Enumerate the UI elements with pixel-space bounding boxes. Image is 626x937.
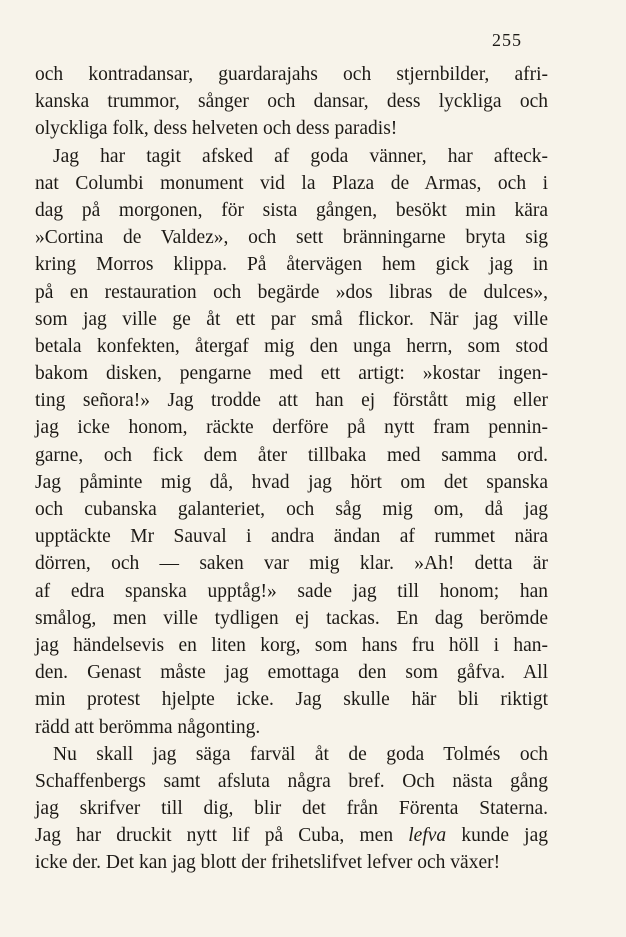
text-line: och cubanska galanteriet, och såg mig om, då jag: [35, 499, 548, 520]
text-line: på en restauration och begärde »dos libras de dulces»,: [35, 281, 548, 303]
text-line: betala konfekten, återgaf mig den unga herrn, som stod: [35, 335, 548, 357]
text-line: smålog, men ville tydligen ej tackas. En dag berömde: [35, 607, 548, 629]
body-text: [35, 61, 548, 877]
text-line: min protest hjelpte icke. Jag skulle här bli riktigt: [35, 689, 548, 711]
text-line: kanska trummor, sånger och dansar, dess lyckliga och: [35, 91, 548, 113]
text-line: Nu skall jag säga farväl åt de goda Tolmés och: [53, 743, 548, 765]
text-line: Jag har tagit afsked af goda vänner, har afteck-: [53, 145, 548, 167]
text-line: »Cortina de Valdez», och sett bränningarne bryta sig: [35, 227, 548, 249]
text-line: Jag påminte mig då, hvad jag hört om det spanska: [35, 471, 548, 493]
text-line: jag icke honom, räckte derföre på nytt fram pennin-: [35, 417, 548, 439]
text-line: jag skrifver till dig, blir det från Förenta Staterna.: [35, 798, 548, 820]
text-line: Jag har druckit nytt lif på Cuba, men lefva kunde jag: [35, 825, 548, 847]
text-line: af edra spanska upptåg!» sade jag till honom; han: [35, 580, 548, 602]
text-line: och kontradansar, guardarajahs och stjernbilder, afri-: [35, 64, 548, 85]
emphasis-word: lefva: [408, 825, 447, 847]
text-line: bakom disken, pengarne med ett artigt: »kostar ingen-: [35, 363, 548, 385]
text-line: som jag ville ge åt ett par små flickor. När jag ville: [35, 308, 548, 330]
text-line: ting señora!» Jag trodde att han ej förstått mig eller: [35, 390, 548, 412]
text-line: dörren, och — saken var mig klar. »Ah! detta är: [35, 553, 548, 575]
text-line: icke der. Det kan jag blott der frihetslifvet lefver och växer!: [35, 852, 501, 874]
text-line: Schaffenbergs samt afsluta några bref. Och nästa gång: [35, 770, 548, 792]
text-line: kring Morros klippa. På återvägen hem gick jag in: [35, 254, 548, 276]
text-line: den. Genast måste jag emottaga den som gåfva. All: [35, 662, 548, 684]
text-line: upptäckte Mr Sauval i andra ändan af rummet nära: [35, 526, 548, 548]
text-line: olyckliga folk, dess helveten och dess paradis!: [35, 118, 398, 140]
text-line: rädd att berömma någonting.: [35, 716, 261, 738]
text-line: jag händelsevis en liten korg, som hans fru höll i han-: [35, 634, 548, 656]
page-number: 255: [492, 30, 522, 50]
text-line: garne, och fick dem åter tillbaka med samma ord.: [35, 444, 548, 466]
text-line: nat Columbi monument vid la Plaza de Armas, och i: [35, 172, 548, 194]
text-line: dag på morgonen, för sista gången, besökt min kära: [35, 199, 548, 221]
